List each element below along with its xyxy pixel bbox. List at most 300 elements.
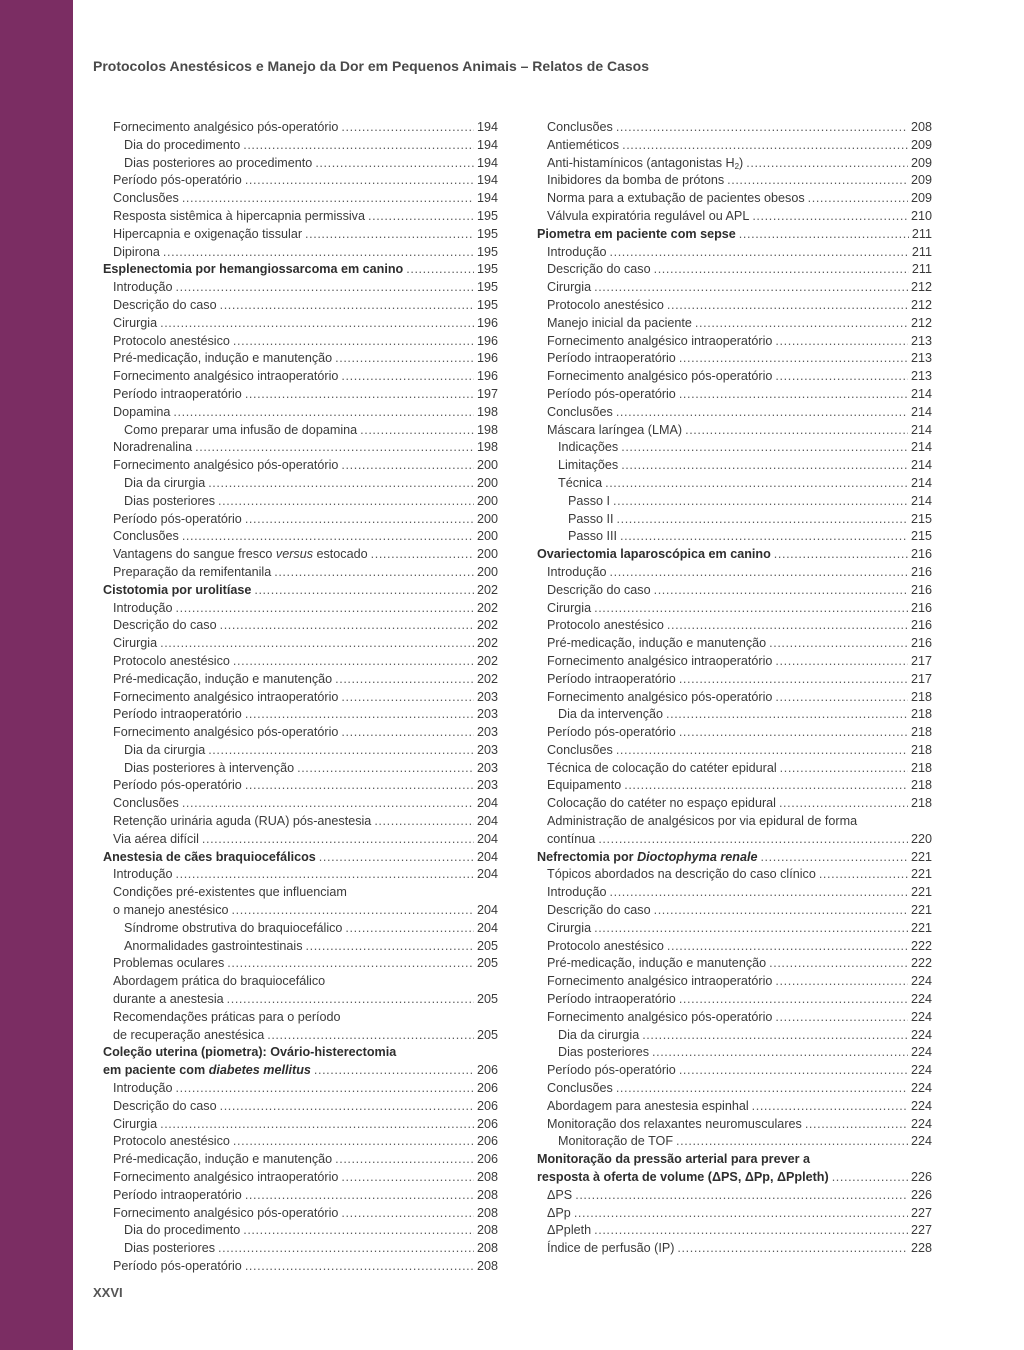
toc-section-entry[interactable] (537, 582, 932, 600)
dot-leader (341, 724, 474, 742)
toc-entry-title: Fornecimento analgésico intraoperatório (547, 974, 773, 989)
toc-entry-title: Descrição do caso (113, 618, 217, 633)
toc-section-entry[interactable] (537, 1116, 932, 1134)
toc-entry-title: Cistotomia por urolitíase (103, 582, 252, 597)
toc-entry-title: Período intraoperatório (547, 992, 676, 1007)
toc-section-entry[interactable] (103, 493, 498, 511)
toc-section-entry[interactable] (537, 1044, 932, 1062)
toc-entry-title: Nefrectomia por Dioctophyma renale (537, 849, 758, 864)
dot-leader (176, 1080, 474, 1098)
toc-page-number: 212 (910, 315, 932, 330)
toc-entry-title: Período intraoperatório (547, 671, 676, 686)
toc-section-entry[interactable] (103, 1098, 498, 1116)
toc-section-entry[interactable] (103, 617, 498, 635)
toc-section-entry[interactable] (537, 902, 932, 920)
dot-leader (233, 653, 474, 671)
toc-section-entry[interactable] (103, 1258, 498, 1276)
toc-section-entry[interactable] (537, 1133, 932, 1151)
toc-section-entry[interactable] (103, 706, 498, 724)
toc-section-entry[interactable] (537, 973, 932, 991)
toc-section-entry[interactable] (537, 279, 932, 297)
dot-leader (306, 938, 474, 956)
toc-entry-title: Abordagem prática do braquiocefálico (113, 974, 326, 989)
toc-page-number: 195 (476, 297, 498, 312)
dot-leader (341, 1169, 474, 1187)
toc-section-entry[interactable] (537, 1009, 932, 1027)
toc-section-entry[interactable] (103, 119, 498, 137)
dot-leader (695, 315, 908, 333)
dot-leader (368, 208, 474, 226)
toc-entry-title: Monitoração dos relaxantes neuromusculares (547, 1116, 802, 1131)
dot-leader (667, 617, 908, 635)
toc-section-entry[interactable] (103, 208, 498, 226)
dot-leader (752, 1098, 908, 1116)
dot-leader (202, 831, 474, 849)
toc-page-number: 211 (911, 262, 932, 277)
toc-entry-title: Protocolo anestésico (547, 938, 664, 953)
dot-leader (176, 866, 474, 884)
toc-section-entry[interactable] (537, 866, 932, 884)
dot-leader (163, 244, 474, 262)
toc-chapter-entry[interactable] (537, 546, 932, 564)
toc-section-entry[interactable] (537, 600, 932, 618)
toc-section-entry[interactable] (103, 866, 498, 884)
toc-page-number: 202 (476, 671, 498, 686)
dot-leader (775, 368, 908, 386)
toc-page-number: 211 (911, 226, 932, 241)
dot-leader (654, 582, 908, 600)
toc-page-number: 228 (910, 1241, 932, 1256)
toc-entry-title: Descrição do caso (547, 262, 651, 277)
toc-section-entry[interactable] (103, 404, 498, 422)
toc-section-entry[interactable] (103, 955, 498, 973)
toc-page-number: 213 (910, 333, 932, 348)
dot-leader (666, 706, 908, 724)
toc-section-entry[interactable] (103, 244, 498, 262)
toc-entry-title: Período pós-operatório (547, 1063, 676, 1078)
toc-section-entry[interactable] (537, 333, 932, 351)
toc-section-entry[interactable] (537, 955, 932, 973)
toc-entry-title: Dopamina (113, 404, 171, 419)
toc-page-number: 204 (476, 903, 498, 918)
toc-page-number: 208 (476, 1205, 498, 1220)
toc-section-entry[interactable] (537, 422, 932, 440)
dot-leader (297, 760, 474, 778)
toc-entry-title: Descrição do caso (113, 1098, 217, 1113)
toc-section-entry[interactable] (103, 813, 498, 831)
toc-entry-title: Técnica de colocação do catéter epidural (547, 760, 777, 775)
toc-entry-title: Introdução (547, 885, 607, 900)
toc-section-entry[interactable] (103, 1169, 498, 1187)
dot-leader (679, 386, 908, 404)
dot-leader (305, 226, 474, 244)
toc-page-number: 221 (910, 849, 932, 864)
toc-section-entry[interactable] (537, 689, 932, 707)
toc-section-entry[interactable] (103, 279, 498, 297)
toc-entry-title: Indicações (558, 440, 619, 455)
toc-entry-title: Descrição do caso (547, 582, 651, 597)
toc-page-number: 209 (910, 173, 932, 188)
toc-section-entry[interactable] (537, 511, 932, 529)
toc-chapter-entry[interactable] (103, 1044, 498, 1080)
toc-page-number: 218 (910, 796, 932, 811)
toc-page-number: 203 (476, 778, 498, 793)
toc-page-number: 208 (910, 120, 932, 134)
toc-section-entry[interactable] (103, 938, 498, 956)
toc-entry-title: Período pós-operatório (113, 778, 242, 793)
toc-section-entry[interactable] (537, 208, 932, 226)
toc-section-entry[interactable] (537, 617, 932, 635)
toc-section-entry[interactable] (537, 297, 932, 315)
toc-section-entry[interactable] (103, 920, 498, 938)
toc-entry-title: Retenção urinária aguda (RUA) pós-anestesia (113, 814, 372, 829)
dot-leader (679, 724, 908, 742)
toc-section-entry[interactable] (537, 368, 932, 386)
toc-section-entry[interactable] (537, 742, 932, 760)
dot-leader (598, 831, 908, 849)
toc-entry-title: ΔPp (547, 1205, 571, 1220)
toc-page-number: 211 (911, 244, 932, 259)
toc-page-number: 202 (476, 653, 498, 668)
toc-page-number: 202 (476, 636, 498, 651)
toc-entry-title: Protocolo anestésico (547, 618, 664, 633)
toc-entry-title: Conclusões (113, 529, 179, 544)
toc-page-number: 198 (476, 404, 498, 419)
dot-leader (808, 190, 908, 208)
dot-leader (621, 457, 908, 475)
toc-entry-title: Fornecimento analgésico intraoperatório (113, 369, 339, 384)
toc-entry-title: Fornecimento analgésico pós-operatório (113, 120, 339, 134)
toc-entry-title: Cirurgia (547, 600, 592, 615)
toc-section-entry[interactable] (103, 172, 498, 190)
toc-section-entry[interactable] (537, 1098, 932, 1116)
toc-section-entry[interactable] (537, 1080, 932, 1098)
toc-section-entry[interactable] (103, 1133, 498, 1151)
dot-leader (195, 439, 474, 457)
dot-leader (173, 404, 474, 422)
toc-page-number: 194 (476, 137, 498, 152)
toc-section-entry[interactable] (103, 422, 498, 440)
toc-chapter-entry[interactable] (103, 849, 498, 867)
dot-leader (775, 1009, 908, 1027)
toc-section-entry[interactable] (103, 190, 498, 208)
toc-page-number: 204 (476, 849, 498, 864)
toc-section-entry[interactable] (537, 564, 932, 582)
toc-section-entry[interactable] (103, 884, 498, 920)
toc-section-entry[interactable] (103, 333, 498, 351)
toc-page-number: 200 (476, 511, 498, 526)
toc-section-entry[interactable] (103, 635, 498, 653)
toc-section-entry[interactable] (537, 457, 932, 475)
toc-entry-title-continued: de recuperação anestésica (113, 1027, 265, 1042)
toc-section-entry[interactable] (103, 600, 498, 618)
toc-entry-title: Piometra em paciente com sepse (537, 226, 736, 241)
toc-page-number: 204 (476, 920, 498, 935)
toc-page-number: 220 (910, 831, 932, 846)
toc-page-number: 224 (910, 1027, 932, 1042)
toc-chapter-entry[interactable] (537, 226, 932, 244)
toc-section-entry[interactable] (537, 991, 932, 1009)
dot-leader (594, 600, 908, 618)
toc-section-entry[interactable] (537, 190, 932, 208)
toc-page-number: 222 (910, 956, 932, 971)
dot-leader (245, 1187, 474, 1205)
toc-entry-title: Conclusões (547, 1081, 613, 1096)
toc-section-entry[interactable] (103, 973, 498, 1009)
toc-page-number: 208 (476, 1241, 498, 1256)
toc-entry-title-continued: em paciente com diabetes mellitus (103, 1063, 311, 1078)
toc-page-number: 200 (476, 493, 498, 508)
dot-leader (594, 1222, 908, 1240)
toc-section-entry[interactable] (103, 564, 498, 582)
toc-entry-title: Preparação da remifentanila (113, 564, 272, 579)
toc-entry-title: Como preparar uma infusão de dopamina (124, 422, 358, 437)
dot-leader (654, 261, 909, 279)
toc-page-number: 200 (476, 529, 498, 544)
toc-chapter-entry[interactable] (103, 582, 498, 600)
toc-page-number: 198 (476, 422, 498, 437)
toc-entry-title: Dia da cirurgia (124, 742, 206, 757)
toc-entry-title: Fornecimento analgésico pós-operatório (547, 369, 773, 384)
toc-section-entry[interactable] (537, 813, 932, 849)
toc-section-entry[interactable] (103, 439, 498, 457)
toc-page-number: 203 (476, 689, 498, 704)
toc-section-entry[interactable] (103, 528, 498, 546)
toc-section-entry[interactable] (103, 1240, 498, 1258)
toc-section-entry[interactable] (537, 884, 932, 902)
toc-section-entry[interactable] (103, 1151, 498, 1169)
toc-entry-title: Protocolo anestésico (113, 1134, 230, 1149)
toc-entry-title: Introdução (113, 1081, 173, 1096)
dot-leader (245, 511, 474, 529)
toc-page-number: 221 (910, 867, 932, 882)
toc-section-entry[interactable] (103, 1205, 498, 1223)
toc-section-entry[interactable] (103, 475, 498, 493)
dot-leader (574, 1205, 908, 1223)
dot-leader (622, 137, 908, 155)
dot-leader (624, 777, 908, 795)
toc-entry-title-continued: o manejo anestésico (113, 903, 229, 918)
toc-section-entry[interactable] (103, 777, 498, 795)
toc-section-entry[interactable] (103, 1080, 498, 1098)
toc-section-entry[interactable] (103, 1009, 498, 1045)
toc-section-entry[interactable] (537, 760, 932, 778)
toc-page-number: 224 (910, 992, 932, 1007)
toc-entry-title: Pré-medicação, indução e manutenção (113, 671, 333, 686)
toc-section-entry[interactable] (103, 386, 498, 404)
toc-page-number: 209 (910, 137, 932, 152)
toc-entry-title: Anormalidades gastrointestinais (124, 938, 303, 953)
toc-entry-title: Máscara laríngea (LMA) (547, 422, 683, 437)
toc-page-number: 209 (910, 155, 932, 170)
toc-section-entry[interactable] (537, 172, 932, 190)
toc-entry-title: Fornecimento analgésico pós-operatório (113, 1205, 339, 1220)
toc-entry-title: Abordagem para anestesia espinhal (547, 1098, 749, 1113)
toc-page-number: 224 (910, 1009, 932, 1024)
toc-page-number: 216 (910, 564, 932, 579)
dot-leader (616, 404, 908, 422)
toc-entry-title: Esplenectomia por hemangiossarcoma em canino (103, 262, 404, 277)
toc-page-number: 218 (910, 689, 932, 704)
toc-page-number: 213 (910, 351, 932, 366)
toc-section-entry[interactable] (103, 653, 498, 671)
toc-section-entry[interactable] (103, 760, 498, 778)
dot-leader (620, 528, 908, 546)
dot-leader (805, 1116, 908, 1134)
toc-page-number: 224 (910, 1045, 932, 1060)
toc-section-entry[interactable] (103, 1187, 498, 1205)
toc-entry-title: Pré-medicação, indução e manutenção (113, 1152, 333, 1167)
toc-page-number: 203 (476, 742, 498, 757)
toc-page-number: 224 (910, 1081, 932, 1096)
dot-leader (233, 1133, 474, 1151)
dot-leader (233, 333, 474, 351)
toc-chapter-entry[interactable] (537, 849, 932, 867)
toc-page-number: 194 (476, 155, 498, 170)
toc-section-entry[interactable] (537, 795, 932, 813)
toc-section-entry[interactable] (537, 1027, 932, 1045)
toc-section-entry[interactable] (537, 244, 932, 262)
dot-leader (616, 1080, 908, 1098)
toc-section-entry[interactable] (103, 1222, 498, 1240)
toc-section-entry[interactable] (537, 706, 932, 724)
dot-leader (341, 1205, 474, 1223)
dot-leader (232, 902, 474, 920)
dot-leader (374, 813, 474, 831)
toc-section-entry[interactable] (103, 546, 498, 564)
toc-page-number: 224 (910, 1098, 932, 1113)
toc-entry-title: Conclusões (547, 742, 613, 757)
dot-leader (245, 777, 474, 795)
toc-section-entry[interactable] (103, 368, 498, 386)
toc-chapter-entry[interactable] (537, 1151, 932, 1187)
toc-page-number: 208 (476, 1259, 498, 1273)
toc-page-number: 216 (910, 618, 932, 633)
toc-section-entry[interactable] (537, 777, 932, 795)
dot-leader (769, 635, 908, 653)
toc-page-number: 226 (910, 1170, 932, 1185)
toc-page-number: 204 (476, 867, 498, 882)
toc-section-entry[interactable] (537, 493, 932, 511)
toc-entry-title: Período intraoperatório (113, 707, 242, 722)
toc-section-entry[interactable] (103, 724, 498, 742)
dot-leader (727, 172, 908, 190)
toc-section-entry[interactable] (103, 795, 498, 813)
toc-section-entry[interactable] (103, 511, 498, 529)
toc-section-entry[interactable] (537, 528, 932, 546)
toc-section-entry[interactable] (537, 1187, 932, 1205)
toc-entry-title: Conclusões (113, 191, 179, 206)
toc-page-number: 195 (476, 280, 498, 295)
toc-entry-title: Cirurgia (113, 636, 158, 651)
toc-section-entry[interactable] (537, 386, 932, 404)
toc-section-entry[interactable] (537, 1222, 932, 1240)
toc-page-number: 197 (476, 386, 498, 401)
toc-page-number: 214 (910, 458, 932, 473)
toc-section-entry[interactable] (103, 831, 498, 849)
dot-leader (739, 226, 909, 244)
toc-page-number: 195 (476, 226, 498, 241)
toc-section-entry[interactable] (103, 457, 498, 475)
toc-section-entry[interactable] (537, 404, 932, 422)
toc-section-entry[interactable] (537, 938, 932, 956)
toc-page-number: 202 (476, 582, 498, 597)
toc-section-entry[interactable] (103, 155, 498, 173)
toc-page-number: 227 (910, 1223, 932, 1238)
toc-page-number: 208 (476, 1223, 498, 1238)
toc-page-number: 218 (910, 707, 932, 722)
toc-section-entry[interactable] (537, 1205, 932, 1223)
toc-section-entry[interactable] (537, 439, 932, 457)
toc-section-entry[interactable] (537, 920, 932, 938)
dot-leader (613, 493, 908, 511)
toc-section-entry[interactable] (103, 297, 498, 315)
toc-entry-title: Cirurgia (547, 280, 592, 295)
dot-leader (335, 1151, 474, 1169)
toc-section-entry[interactable] (537, 724, 932, 742)
toc-section-entry[interactable] (537, 315, 932, 333)
toc-entry-title: Via aérea difícil (113, 831, 199, 846)
dot-leader (341, 119, 474, 137)
toc-page-number: 216 (910, 547, 932, 562)
toc-section-entry[interactable] (537, 1062, 932, 1080)
toc-section-entry[interactable] (537, 671, 932, 689)
toc-section-entry[interactable] (103, 689, 498, 707)
dot-leader (616, 742, 908, 760)
toc-section-entry[interactable] (537, 635, 932, 653)
toc-section-entry[interactable] (537, 119, 932, 137)
dot-leader (677, 1240, 908, 1258)
toc-entry-title: Válvula expiratória regulável ou APL (547, 208, 750, 223)
dot-leader (319, 849, 474, 867)
dot-leader (752, 208, 908, 226)
toc-section-entry[interactable] (537, 1240, 932, 1258)
toc-section-entry[interactable] (537, 475, 932, 493)
dot-leader (182, 528, 474, 546)
toc-section-entry[interactable] (537, 261, 932, 279)
toc-section-entry[interactable] (537, 350, 932, 368)
dot-leader (832, 1169, 908, 1187)
toc-entry-title: Fornecimento analgésico pós-operatório (547, 689, 773, 704)
dot-leader (208, 475, 474, 493)
toc-entry-title: Coleção uterina (piometra): Ovário-histerectomia (103, 1045, 397, 1060)
dot-leader (218, 493, 474, 511)
toc-entry-title: Período intraoperatório (113, 386, 242, 401)
toc-page-number: 214 (910, 440, 932, 455)
toc-section-entry[interactable] (103, 671, 498, 689)
toc-section-entry[interactable] (537, 653, 932, 671)
toc-section-entry[interactable] (103, 1116, 498, 1134)
dot-leader (245, 1258, 474, 1276)
toc-section-entry[interactable] (103, 315, 498, 333)
toc-page-number: 195 (476, 244, 498, 259)
toc-section-entry[interactable] (103, 350, 498, 368)
toc-page-number: 196 (476, 369, 498, 384)
dot-leader (617, 511, 908, 529)
toc-entry-title: Dipirona (113, 244, 160, 259)
toc-section-entry[interactable] (537, 155, 932, 173)
toc-section-entry[interactable] (103, 137, 498, 155)
dot-leader (575, 1187, 908, 1205)
toc-entry-title: ΔPS (547, 1187, 573, 1202)
toc-section-entry[interactable] (103, 226, 498, 244)
toc-section-entry[interactable] (103, 742, 498, 760)
toc-page-number: 217 (910, 653, 932, 668)
toc-entry-title: Protocolo anestésico (113, 653, 230, 668)
toc-section-entry[interactable] (537, 137, 932, 155)
toc-entry-title: Período pós-operatório (113, 1259, 242, 1273)
toc-chapter-entry[interactable] (103, 261, 498, 279)
